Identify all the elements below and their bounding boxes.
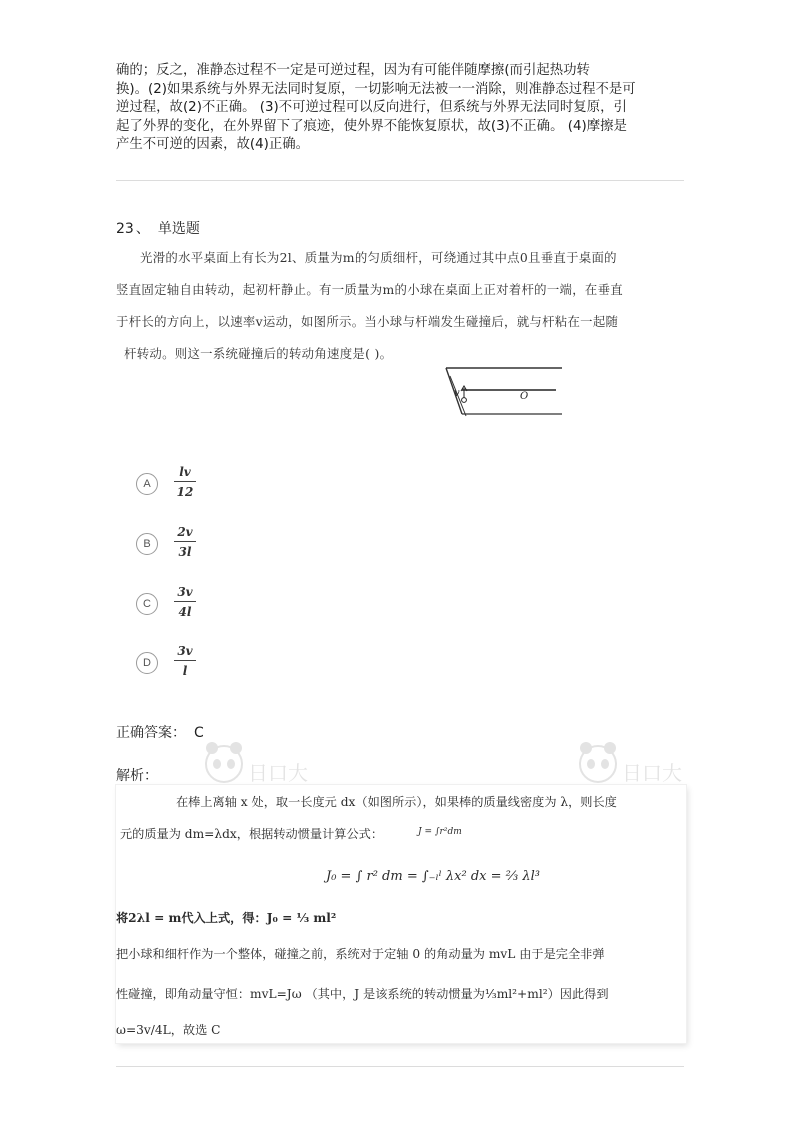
answer-label: 正确答案：	[116, 725, 186, 741]
option-c[interactable]	[136, 586, 336, 622]
solution-panel	[116, 785, 686, 1043]
integral-equation: J₀ = ∫ r² dm = ∫₋ₗˡ λx² dx = ⅔ λl³	[326, 869, 540, 884]
option-letter[interactable]: D	[136, 652, 158, 674]
table-rod-diagram	[440, 364, 564, 428]
fraction-bar	[174, 660, 196, 661]
option-fraction	[174, 524, 196, 560]
panda-icon	[200, 740, 320, 790]
fraction-bar	[174, 481, 196, 482]
solution-line: 元的质量为 dm=λdx，根据转动惯量计算公式：	[120, 827, 384, 841]
option-a[interactable]	[136, 466, 336, 502]
question-number: 23	[116, 221, 134, 237]
option-b[interactable]	[136, 526, 336, 562]
solution-line: 把小球和细杆作为一个整体，碰撞之前，系统对于定轴 0 的角动量为 mvL 由于是完全非弹	[116, 947, 605, 961]
text-line: 起了外界的变化，在外界留下了痕迹，使外界不能恢复原状，故(3)不正确。 (4)摩擦是	[116, 118, 627, 134]
watermark-text: 日口大	[622, 763, 682, 785]
denominator: 12	[176, 485, 194, 499]
previous-explanation	[116, 62, 686, 155]
option-fraction	[174, 643, 196, 679]
fraction-bar	[174, 541, 196, 542]
numerator: lv	[179, 465, 191, 479]
analysis-label: 解析：	[116, 768, 158, 784]
text-line: 产生不可逆的因素，故(4)正确。	[116, 137, 310, 153]
option-letter[interactable]: A	[136, 473, 158, 495]
denominator: 4l	[178, 605, 192, 619]
option-d[interactable]	[136, 645, 336, 681]
velocity-label: v	[454, 388, 460, 399]
inertia-formula: J = ∫r²dm	[418, 827, 462, 837]
numerator: 2v	[177, 525, 193, 539]
correct-answer	[116, 722, 204, 742]
stem-line: 光滑的水平桌面上有长为2l、质量为m的匀质细杆，可绕通过其中点0且垂直于桌面的	[140, 250, 617, 265]
denominator: l	[182, 664, 188, 678]
option-fraction	[174, 584, 196, 620]
collision-figure	[440, 364, 564, 428]
pivot-label: O	[520, 391, 529, 402]
text-line: 逆过程，故(2)不正确。 (3)不可逆过程可以反向进行，但系统与外界无法同时复原，引	[116, 100, 627, 116]
question-header	[116, 218, 200, 238]
divider	[116, 1066, 684, 1067]
question-type: 单选题	[157, 221, 200, 237]
option-letter[interactable]: C	[136, 593, 158, 615]
answer-value: C	[194, 725, 204, 741]
option-letter[interactable]: B	[136, 533, 158, 555]
solution-line: 在棒上离轴 x 处，取一长度元 dx（如图所示），如果棒的质量线密度为 λ，则长度	[176, 795, 617, 809]
solution-line: ω=3v/4L，故选 C	[116, 1023, 221, 1037]
fraction-bar	[174, 601, 196, 602]
stem-line: 竖直固定轴自由转动，起初杆静止。有一质量为m的小球在桌面上正对着杆的一端，在垂直	[116, 282, 623, 297]
watermark-panda	[200, 740, 320, 790]
numerator: 3v	[177, 585, 193, 599]
solution-line: 将2λl = m代入上式，得：J₀ = ⅓ ml²	[116, 911, 337, 925]
numerator: 3v	[177, 644, 193, 658]
denominator: 3l	[178, 545, 192, 559]
watermark-text: 日口大	[248, 763, 308, 785]
divider	[116, 180, 684, 181]
text-line: 换)。(2)如果系统与外界无法同时复原，一切影响无法被一一消除，则准静态过程不是可	[116, 81, 636, 97]
option-fraction	[174, 464, 196, 500]
text-line: 确的；反之，准静态过程不一定是可逆过程，因为有可能伴随摩擦(而引起热功转	[116, 63, 590, 78]
stem-line: 于杆长的方向上，以速率v运动，如图所示。当小球与杆端发生碰撞后，就与杆粘在一起随	[116, 314, 619, 329]
watermark-panda	[574, 740, 694, 790]
stem-line: 杆转动。则这一系统碰撞后的转动角速度是( )。	[124, 346, 393, 361]
panda-icon	[574, 740, 694, 790]
separator: 、	[135, 221, 150, 237]
solution-line: 性碰撞，即角动量守恒：mvL=Jω （其中，J 是该系统的转动惯量为⅓ml²+ml²）因此得到	[116, 987, 609, 1001]
